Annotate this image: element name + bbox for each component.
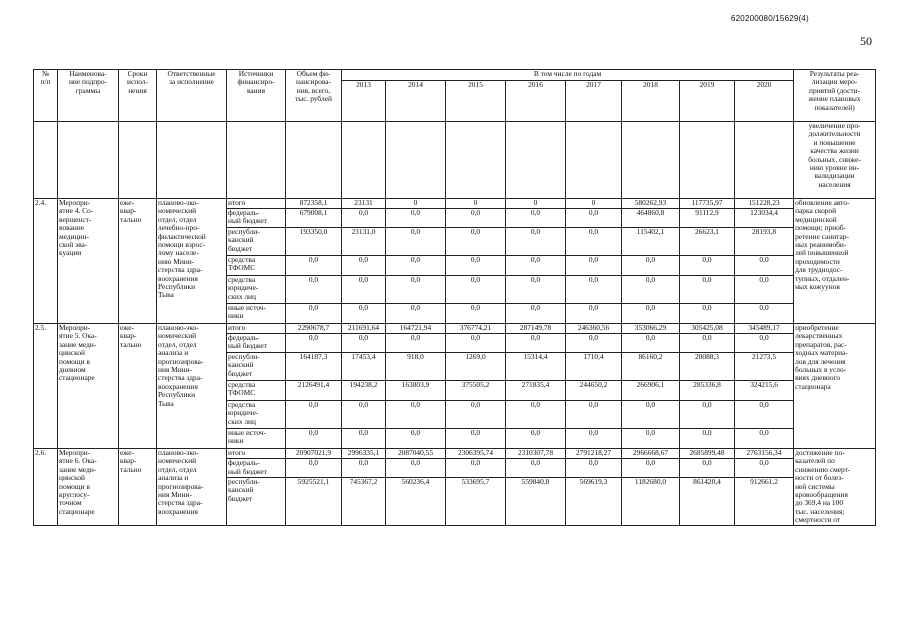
- year-value: 861420,4: [680, 477, 735, 525]
- total-volume: 679008,1: [286, 209, 342, 228]
- year-value: 0,0: [680, 401, 735, 429]
- year-value: 345489,17: [735, 324, 794, 334]
- year-value: 0,0: [566, 429, 622, 449]
- table-row: [34, 199, 876, 209]
- year-value: 0,0: [506, 304, 566, 324]
- year-value: 0,0: [446, 401, 506, 429]
- responsible-party: планово-эко- номический отдел, отдел анализа и прогнозирова- ния Мини- стерства здра- воохранения Республики Тыва: [157, 324, 227, 449]
- year-value: 580262,93: [622, 199, 680, 209]
- page-number: 50: [860, 34, 872, 48]
- measure-result: приобретение лекарственных препаратов, рас- ходных материа- лов для лечения больных в усло- виях дневного стационара: [794, 324, 876, 449]
- year-value: 0,0: [735, 276, 794, 304]
- year-value: 569619,3: [566, 477, 622, 525]
- year-value: 151228,23: [735, 199, 794, 209]
- year-value: 0,0: [446, 256, 506, 276]
- year-value: 0,0: [446, 228, 506, 256]
- year-value: 2791218,27: [566, 449, 622, 459]
- year-value: 0,0: [506, 401, 566, 429]
- year-value: 0,0: [506, 334, 566, 353]
- year-value: 0,0: [386, 429, 446, 449]
- carryover-result: увеличение про- должительности и повышение качества жизни больных, сниже- нию уровне ин- валидизации населения: [794, 122, 876, 199]
- year-value: 285336,8: [680, 381, 735, 401]
- year-value: 0,0: [622, 401, 680, 429]
- year-value: 0,0: [622, 276, 680, 304]
- year-value: 0,0: [386, 228, 446, 256]
- funding-source: итого: [227, 324, 286, 334]
- year-value: 2306395,74: [446, 449, 506, 459]
- year-value: 0,0: [342, 334, 386, 353]
- year-value: 271835,4: [506, 381, 566, 401]
- col-header-results: Результаты реа- лизации меро- приятий (дости- жение плановых показателей): [794, 70, 876, 122]
- year-value: 117735,97: [680, 199, 735, 209]
- col-header-year: 2020: [735, 81, 794, 122]
- year-value: 0,0: [735, 459, 794, 477]
- year-value: 0,0: [446, 429, 506, 449]
- year-value: 0,0: [622, 304, 680, 324]
- year-value: 560236,4: [386, 477, 446, 525]
- year-value: 0,0: [566, 401, 622, 429]
- col-header-year: 2014: [386, 81, 446, 122]
- year-value: 0,0: [566, 304, 622, 324]
- measure-result: достижение по- казателей по снижению смерт- ности от болез- ней системы кровообращения до 369,4 на 100 тыс. населения; смертности от: [794, 449, 876, 526]
- year-value: 17453,4: [342, 353, 386, 381]
- measure-name: Меропри- ятие 5. Ока- зание меди- цинской помощи в дневном стационаре: [58, 324, 119, 449]
- year-value: 0,0: [566, 459, 622, 477]
- year-value: 0,0: [735, 334, 794, 353]
- year-value: 123034,4: [735, 209, 794, 228]
- year-value: 164721,94: [386, 324, 446, 334]
- total-volume: 193350,0: [286, 228, 342, 256]
- total-volume: 0,0: [286, 304, 342, 324]
- year-value: 23131: [342, 199, 386, 209]
- year-value: 0,0: [342, 256, 386, 276]
- col-header-name: Наименова- ние подпро- граммы: [58, 70, 119, 122]
- year-value: 0,0: [506, 276, 566, 304]
- funding-source: федераль- ный бюджет: [227, 209, 286, 228]
- year-value: 0,0: [386, 256, 446, 276]
- year-value: 0,0: [342, 401, 386, 429]
- measure-name: Меропри- ятие 4. Со- вершенст- вование медицин- ской эва- куации: [58, 199, 119, 324]
- col-header-term: Сроки испол- нения: [119, 70, 157, 122]
- year-value: 1269,0: [446, 353, 506, 381]
- year-value: 0,0: [342, 429, 386, 449]
- year-value: 266906,1: [622, 381, 680, 401]
- col-header-year: 2018: [622, 81, 680, 122]
- year-value: 376774,21: [446, 324, 506, 334]
- year-value: 0,0: [680, 334, 735, 353]
- funding-source: республи- канский бюджет: [227, 353, 286, 381]
- year-value: 0,0: [566, 228, 622, 256]
- document-id: 620200080/15629(4): [731, 14, 809, 23]
- col-header-year: 2013: [342, 81, 386, 122]
- year-value: 353066,29: [622, 324, 680, 334]
- year-value: 1182680,0: [622, 477, 680, 525]
- year-value: 21273,5: [735, 353, 794, 381]
- col-header-year: 2017: [566, 81, 622, 122]
- col-header-years-group: В том числе по годам: [342, 70, 794, 81]
- funding-source: средства юридиче- ских лиц: [227, 401, 286, 429]
- year-value: 0,0: [386, 209, 446, 228]
- year-value: 0,0: [386, 401, 446, 429]
- total-volume: 2290678,7: [286, 324, 342, 334]
- year-value: 0,0: [735, 304, 794, 324]
- funding-source: итого: [227, 199, 286, 209]
- funding-source: федераль- ный бюджет: [227, 459, 286, 477]
- year-value: 559840,8: [506, 477, 566, 525]
- responsible-party: планово-эко- номический отдел, отдел анализа и прогнозирова- ния Мини- стерства здра- воохранения: [157, 449, 227, 526]
- col-header-year: 2016: [506, 81, 566, 122]
- funding-source: федераль- ный бюджет: [227, 334, 286, 353]
- total-volume: 0,0: [286, 334, 342, 353]
- funding-source: средства ТФОМС: [227, 256, 286, 276]
- funding-source: средства юридиче- ских лиц: [227, 276, 286, 304]
- year-value: 0,0: [386, 459, 446, 477]
- year-value: 0,0: [566, 209, 622, 228]
- year-value: 20088,3: [680, 353, 735, 381]
- year-value: 0,0: [680, 276, 735, 304]
- year-value: 2763156,34: [735, 449, 794, 459]
- year-value: 194238,2: [342, 381, 386, 401]
- total-volume: 0,0: [286, 256, 342, 276]
- total-volume: 2126491,4: [286, 381, 342, 401]
- year-value: 912661,2: [735, 477, 794, 525]
- year-value: 28193,8: [735, 228, 794, 256]
- year-value: 0,0: [446, 276, 506, 304]
- year-value: 115402,1: [622, 228, 680, 256]
- year-value: 0,0: [735, 429, 794, 449]
- year-value: 0,0: [566, 334, 622, 353]
- year-value: 91112,9: [680, 209, 735, 228]
- section-number: 2.4.: [34, 199, 58, 324]
- table-body: [34, 122, 876, 526]
- year-value: 745367,2: [342, 477, 386, 525]
- year-value: 23131,0: [342, 228, 386, 256]
- year-value: 0,0: [506, 459, 566, 477]
- year-value: 0,0: [446, 209, 506, 228]
- col-header-source: Источники финансиро- вания: [227, 70, 286, 122]
- year-value: 86160,2: [622, 353, 680, 381]
- year-value: 0,0: [566, 276, 622, 304]
- year-value: 0: [566, 199, 622, 209]
- year-value: 0,0: [506, 209, 566, 228]
- responsible-party: планово-эко- номический отдел, отдел лечебно-про- филактической помощи взрос- лому населе- нию Мини- стерства здра- воохранения Республики Тыва: [157, 199, 227, 324]
- year-value: 163803,9: [386, 381, 446, 401]
- year-value: 0,0: [446, 459, 506, 477]
- funding-source: иные источ- ники: [227, 429, 286, 449]
- year-value: 2087040,55: [386, 449, 446, 459]
- col-header-responsible: Ответственные за исполнение: [157, 70, 227, 122]
- year-value: 0,0: [506, 228, 566, 256]
- year-value: 464860,8: [622, 209, 680, 228]
- year-value: 0,0: [386, 334, 446, 353]
- table-row: [34, 324, 876, 334]
- total-volume: 5925521,1: [286, 477, 342, 525]
- year-value: 0,0: [506, 256, 566, 276]
- carryover-row: [34, 122, 876, 199]
- year-value: 246360,56: [566, 324, 622, 334]
- year-value: 1710,4: [566, 353, 622, 381]
- year-value: 324215,6: [735, 381, 794, 401]
- total-volume: 0,0: [286, 276, 342, 304]
- col-header-num: № п/п: [34, 70, 58, 122]
- measure-name: Меропри- ятие 6. Ока- зание меди- цинской помощи в круглосу- точном стационаре: [58, 449, 119, 526]
- year-value: 375505,2: [446, 381, 506, 401]
- execution-term: еже- квар- тально: [119, 449, 157, 526]
- year-value: 244650,2: [566, 381, 622, 401]
- year-value: 0,0: [680, 429, 735, 449]
- year-value: 0,0: [342, 459, 386, 477]
- total-volume: 164187,3: [286, 353, 342, 381]
- year-value: 0: [386, 199, 446, 209]
- measure-result: обновление авто- парка скорой медицинской помощи; приоб- ретение санитар- ных реанимоби- лей повышенной проходимости для труднодос- тупных, отдален- ных кожуунов: [794, 199, 876, 324]
- year-value: 0: [506, 199, 566, 209]
- funding-source: республи- канский бюджет: [227, 228, 286, 256]
- year-value: 0,0: [342, 304, 386, 324]
- table-header: [34, 70, 876, 122]
- section-number: 2.6.: [34, 449, 58, 526]
- financing-table: [33, 69, 876, 526]
- year-value: 0,0: [680, 459, 735, 477]
- col-header-volume: Объем фи- нансирова- ния, всего, тыс. рублей: [286, 70, 342, 122]
- year-value: 0,0: [342, 276, 386, 304]
- total-volume: 0,0: [286, 459, 342, 477]
- section-number: 2.5.: [34, 324, 58, 449]
- execution-term: еже- квар- тально: [119, 199, 157, 324]
- funding-source: итого: [227, 449, 286, 459]
- year-value: 2966668,67: [622, 449, 680, 459]
- year-value: 0: [446, 199, 506, 209]
- year-value: 287149,78: [506, 324, 566, 334]
- year-value: 0,0: [446, 334, 506, 353]
- total-volume: 0,0: [286, 401, 342, 429]
- total-volume: 20907021,9: [286, 449, 342, 459]
- year-value: 0,0: [622, 429, 680, 449]
- year-value: 2685899,48: [680, 449, 735, 459]
- year-value: 0,0: [735, 401, 794, 429]
- year-value: 2310307,78: [506, 449, 566, 459]
- year-value: 26623,1: [680, 228, 735, 256]
- table-row: [34, 449, 876, 459]
- year-value: 0,0: [386, 304, 446, 324]
- year-value: 0,0: [506, 429, 566, 449]
- col-header-year: 2019: [680, 81, 735, 122]
- col-header-year: 2015: [446, 81, 506, 122]
- total-volume: 872358,1: [286, 199, 342, 209]
- year-value: 2996335,1: [342, 449, 386, 459]
- year-value: 211691,64: [342, 324, 386, 334]
- year-value: 0,0: [735, 256, 794, 276]
- year-value: 533695,7: [446, 477, 506, 525]
- year-value: 0,0: [622, 334, 680, 353]
- year-value: 15314,4: [506, 353, 566, 381]
- year-value: 0,0: [386, 276, 446, 304]
- total-volume: 0,0: [286, 429, 342, 449]
- year-value: 0,0: [342, 209, 386, 228]
- year-value: 0,0: [446, 304, 506, 324]
- year-value: 0,0: [680, 304, 735, 324]
- year-value: 0,0: [566, 256, 622, 276]
- funding-source: республи- канский бюджет: [227, 477, 286, 525]
- funding-source: иные источ- ники: [227, 304, 286, 324]
- year-value: 918,0: [386, 353, 446, 381]
- year-value: 305425,08: [680, 324, 735, 334]
- execution-term: еже- квар- тально: [119, 324, 157, 449]
- year-value: 0,0: [622, 459, 680, 477]
- year-value: 0,0: [680, 256, 735, 276]
- year-value: 0,0: [622, 256, 680, 276]
- funding-source: средства ТФОМС: [227, 381, 286, 401]
